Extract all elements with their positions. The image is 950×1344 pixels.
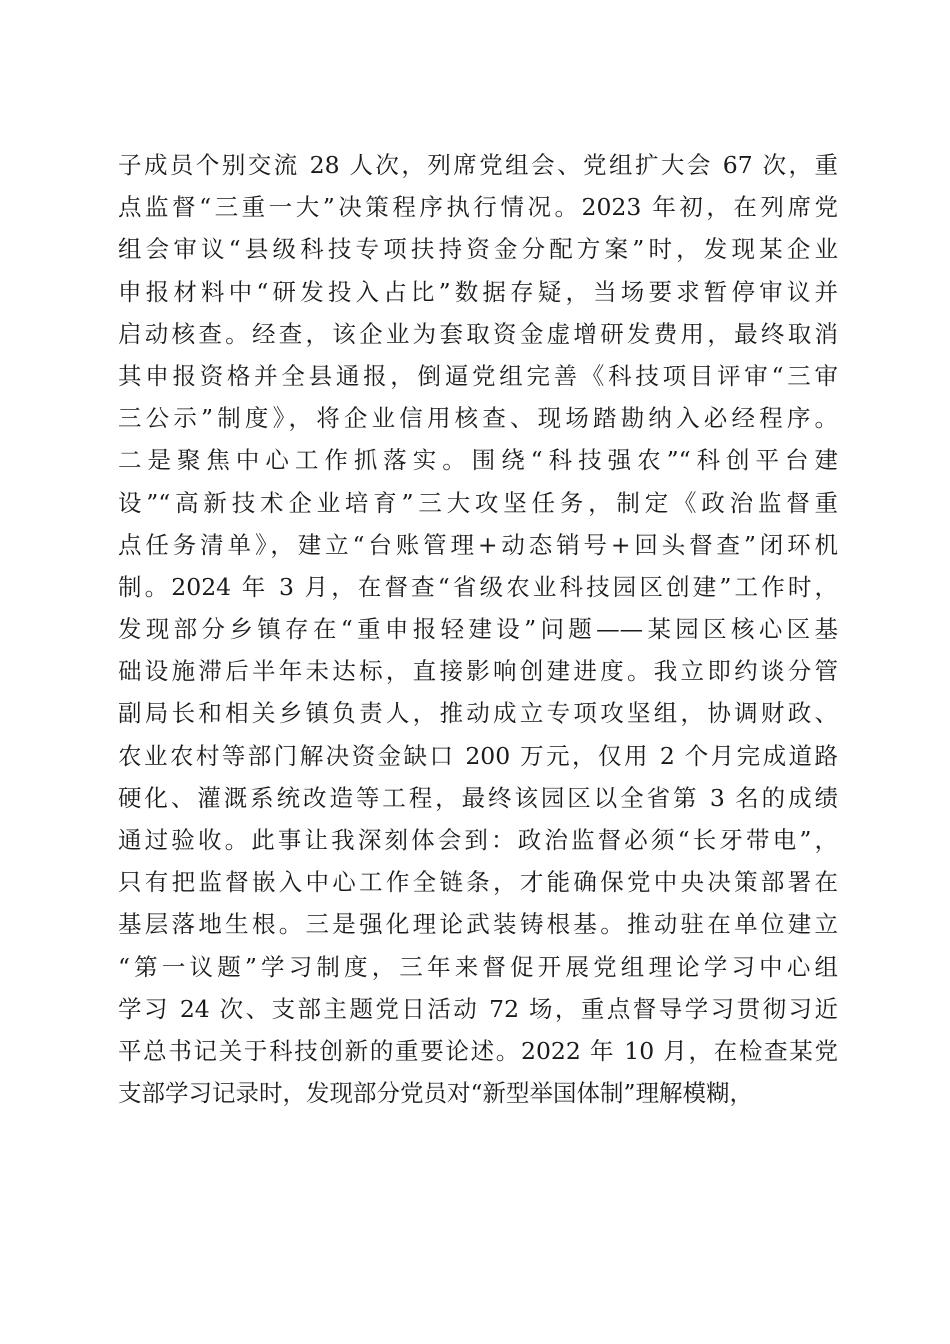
text-line: 支部学习记录时，发现部分党员对“新型举国体制”理解模糊， <box>118 1079 754 1108</box>
text-line: 农业农村等部门解决资金缺口 200 万元，仅用 2 个月完成道路 <box>118 741 838 770</box>
text-line: 设”“高新技术企业培育”三大攻坚任务，制定《政治监督重 <box>118 488 838 517</box>
text-line: 平总书记关于科技创新的重要论述。2022 年 10 月，在检查某党 <box>118 1036 838 1065</box>
text-line: 基层落地生根。三是强化理论武装铸根基。推动驻在单位建立 <box>118 910 838 939</box>
text-line: 点监督“三重一大”决策程序执行情况。2023 年初，在列席党 <box>118 193 838 222</box>
text-line: 只有把监督嵌入中心工作全链条，才能确保党中央决策部署在 <box>118 868 838 897</box>
text-line: “第一议题”学习制度，三年来督促开展党组理论学习中心组 <box>118 952 838 981</box>
text-line: 启动核查。经查，该企业为套取资金虚增研发费用，最终取消 <box>118 319 838 348</box>
body-text <box>118 144 838 1114</box>
text-line: 其申报资格并全县通报，倒逼党组完善《科技项目评审“三审 <box>118 361 838 390</box>
text-line: 二是聚焦中心工作抓落实。围绕“科技强农”“科创平台建 <box>118 446 838 475</box>
text-line: 申报材料中“研发投入占比”数据存疑，当场要求暂停审议并 <box>118 277 838 306</box>
text-line: 组会审议“县级科技专项扶持资金分配方案”时，发现某企业 <box>118 235 838 264</box>
text-line: 点任务清单》，建立“台账管理+动态销号+回头督查”闭环机 <box>118 530 838 559</box>
text-line: 副局长和相关乡镇负责人，推动成立专项攻坚组，协调财政、 <box>118 699 838 728</box>
text-line: 三公示”制度》，将企业信用核查、现场踏勘纳入必经程序。 <box>118 404 838 433</box>
text-line: 制。2024 年 3 月，在督查“省级农业科技园区创建”工作时， <box>118 572 838 601</box>
text-line: 硬化、灌溉系统改造等工程，最终该园区以全省第 3 名的成绩 <box>118 783 838 812</box>
text-line: 础设施滞后半年未达标，直接影响创建进度。我立即约谈分管 <box>118 657 838 686</box>
text-line: 子成员个别交流 28 人次，列席党组会、党组扩大会 67 次，重 <box>118 151 838 179</box>
text-line: 通过验收。此事让我深刻体会到：政治监督必须“长牙带电”， <box>118 826 838 854</box>
text-line: 学习 24 次、支部主题党日活动 72 场，重点督导学习贯彻习近 <box>118 994 838 1023</box>
text-line: 发现部分乡镇存在“重申报轻建设”问题——某园区核心区基 <box>118 615 838 644</box>
